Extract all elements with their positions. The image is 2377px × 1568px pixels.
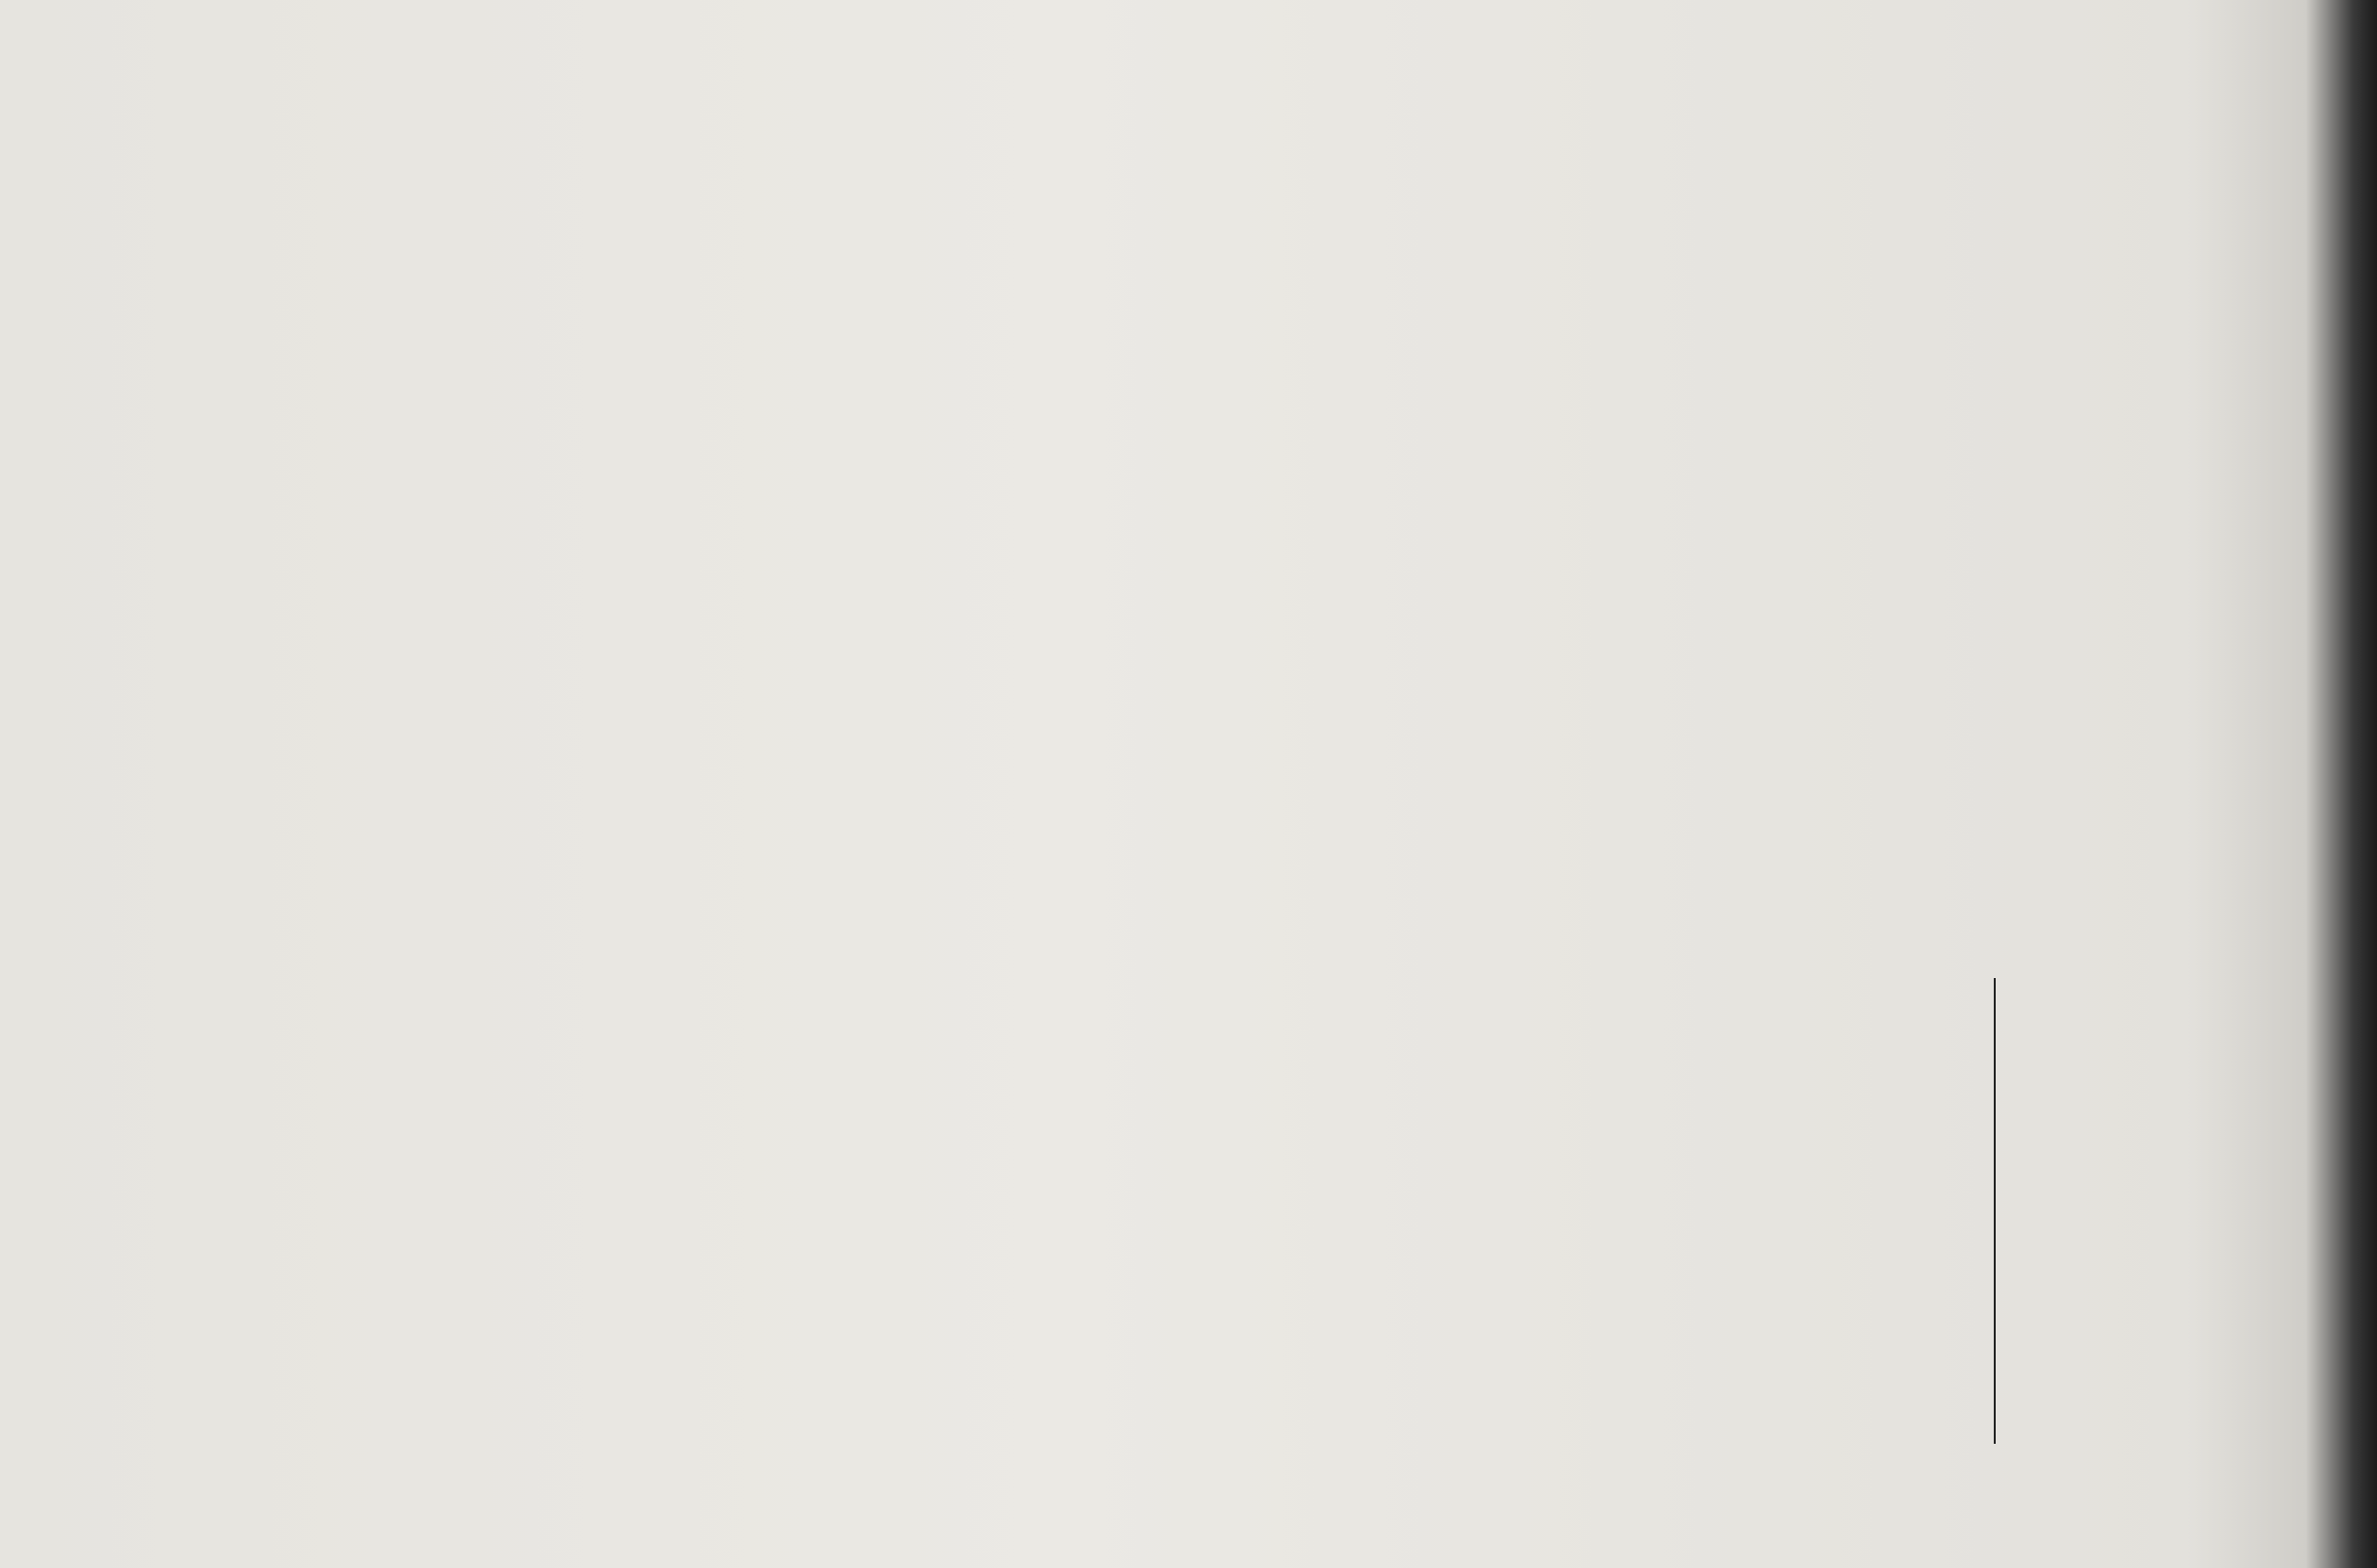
footnote-rule-line [1994, 978, 1996, 1444]
rotated-page-content [92, 56, 2285, 1512]
